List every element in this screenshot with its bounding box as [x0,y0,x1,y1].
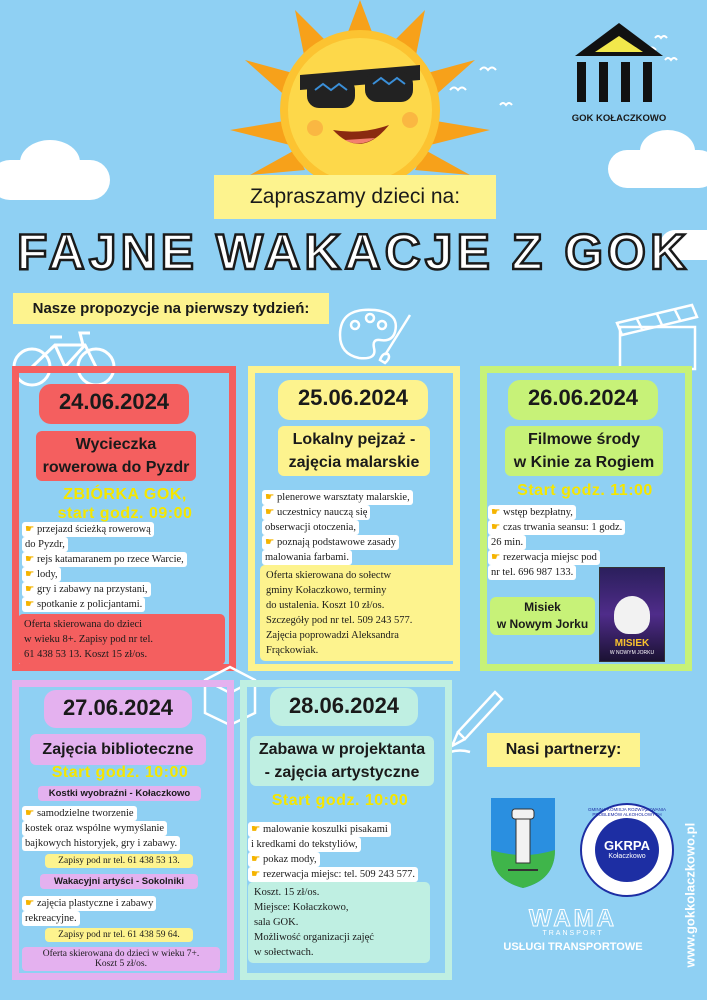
list-item: i kredkami do tekstyliów, [248,837,361,852]
list-item: ☛ spotkanie z policjantami. [22,597,145,612]
list-item: ☛ gry i zabawy na przystani, [22,582,151,597]
hand-pointer-icon: ☛ [491,552,504,563]
list-item: rekreacyjne. [22,911,80,926]
list-item: ☛ malowanie koszulki pisakami [248,822,391,837]
info-line: w wieku 8+. Zapisy pod nr tel. [24,634,153,645]
list-item: bajkowych historyjek, gry i zabawy. [22,836,180,851]
day1-title [36,431,196,481]
info-line: Szczegóły pod nr tel. 509 243 577. [266,615,413,626]
day1-title-line2: rowerowa do Pyzdr [42,459,190,476]
list-item: kostek oraz wspólne wymyślanie [22,821,167,836]
wama-sub: USŁUGI TRANSPORTOWE [503,941,643,953]
list-item: obserwacji otoczenia, [262,520,359,535]
day2-date: 25.06.2024 [278,380,428,420]
partners-label: Nasi partnerzy: [487,733,640,767]
gkrpa-inner [595,818,659,882]
list-item: ☛ samodzielne tworzenie [22,806,137,821]
list-item: ☛ plenerowe warsztaty malarskie, [262,490,413,505]
day4-title: Zajęcia biblioteczne [30,734,206,765]
hand-pointer-icon: ☛ [25,569,38,580]
hand-pointer-icon: ☛ [491,522,504,533]
hand-pointer-icon: ☛ [25,524,38,535]
day3-movie-line2: w Nowym Jorku [496,617,589,631]
wama-logo [498,905,648,965]
day1-date: 24.06.2024 [39,384,189,424]
info-line: Oferta skierowana do dzieci w wieku 7+. [42,949,200,959]
day3-movie-line1: Misiek [524,600,561,614]
wama-text: WAMA [529,905,617,932]
info-line: Koszt 5 zł/os. [95,959,147,969]
info-line: Koszt. 15 zł/os. [254,887,320,898]
day1-title-line1: Wycieczka [75,436,157,453]
day5-title-line2: - zajęcia artystyczne [264,764,420,781]
list-item: do Pyzdr, [22,537,68,552]
day2-info [260,565,458,661]
list-item: ☛ czas trwania seansu: 1 godz. [488,520,625,535]
hand-pointer-icon: ☛ [25,554,38,565]
list-item: ☛ rejs katamaranem po rzece Warcie, [22,552,187,567]
day4-list2 [22,896,222,926]
info-line: 61 438 53 13. Koszt 15 zł/os. [24,649,148,660]
list-item: ☛ przejazd ścieżką rowerową [22,522,154,537]
day3-title-line1: Filmowe środy [527,431,641,448]
day4-list1 [22,806,232,851]
day1-info [18,614,225,665]
gkrpa-ring-text: GMINNA KOMISJA ROZWIĄZYWANIA PROBLEMÓW ALKOHOLOWYCH [587,807,667,817]
website-link[interactable]: www.gokkolaczkowo.pl [682,822,698,968]
gkrpa-text: GKRPA [604,838,650,853]
poster-title: MISIEK [614,638,650,649]
list-item: ☛ uczestnicy nauczą się [262,505,370,520]
day1-start-line2: start godz. 09:00 [57,505,193,522]
day5-title-line1: Zabawa w projektanta [258,741,426,758]
sun-with-sunglasses-icon [215,0,505,180]
info-line: gminy Kołaczkowo, terminy [266,585,387,596]
info-line: Oferta skierowana do sołectw [266,570,392,581]
paint-palette-icon [330,300,415,370]
day4-group1: Kostki wyobraźni - Kołaczkowo [38,786,201,801]
info-line: Zajęcia poprowadzi Aleksandra [266,630,399,641]
list-item: ☛ poznają podstawowe zasady [262,535,399,550]
day3-title [505,426,663,476]
gok-logo-text: GOK KOŁACZKOWO [571,113,667,124]
list-item: ☛ lody, [22,567,61,582]
day3-movie [490,597,595,635]
info-line: Frąckowiak. [266,645,319,656]
movie-poster [599,567,665,662]
day5-date: 28.06.2024 [270,688,418,726]
gkrpa-sub: Kołaczkowo [608,853,646,860]
intro-banner: Zapraszamy dzieci na: [214,175,496,219]
hand-pointer-icon: ☛ [25,599,38,610]
day2-title-line1: Lokalny pejzaż - [292,431,416,448]
list-item: ☛ rezerwacja miejsc: tel. 509 243 577. [248,867,418,882]
day4-info [22,947,220,971]
hand-pointer-icon: ☛ [25,584,38,595]
day1-start [30,485,220,523]
list-item: nr tel. 696 987 133. [488,565,576,580]
info-line: do ustalenia. Koszt 10 zł/os. [266,600,385,611]
poster-subtitle: W NOWYM JORKU [609,650,655,656]
day4-start: Start godz. 10:00 [51,764,189,781]
hand-pointer-icon: ☛ [251,824,264,835]
day1-list [22,522,227,612]
day4-phone1: Zapisy pod nr tel. 61 438 53 13. [45,854,193,868]
day3-title-line2: w Kinie za Rogiem [513,454,655,471]
hand-pointer-icon: ☛ [265,507,278,518]
day2-list [262,490,457,565]
day3-date: 26.06.2024 [508,380,658,420]
day2-title [278,426,430,476]
hand-pointer-icon: ☛ [25,808,38,819]
day5-list [248,822,448,882]
info-line: Oferta skierowana do dzieci [24,619,143,630]
hand-pointer-icon: ☛ [25,898,38,909]
info-line: w sołectwach. [254,947,314,958]
day5-start: Start godz. 10:00 [271,792,409,809]
list-item: ☛ zajęcia plastyczne i zabawy [22,896,156,911]
list-item: ☛ pokaz mody, [248,852,320,867]
info-line: Możliwość organizacji zajęć [254,932,374,943]
headline: FAJNE WAKACJE Z GOK [16,224,691,280]
day4-date: 27.06.2024 [44,690,192,728]
day4-phone2: Zapisy pod nr tel. 61 438 59 64. [45,928,193,942]
poster-bear [614,596,650,634]
gok-logo [563,18,675,128]
hand-pointer-icon: ☛ [251,854,264,865]
list-item: malowania farbami. [262,550,352,565]
list-item: ☛ wstęp bezpłatny, [488,505,576,520]
day5-title [250,736,434,786]
hand-pointer-icon: ☛ [265,537,278,548]
list-item: ☛ rezerwacja miejsc pod [488,550,600,565]
gkrpa-logo [580,803,674,897]
subheading: Nasze propozycje na pierwszy tydzień: [13,293,329,324]
info-line: Miejsce: Kołaczkowo, [254,902,349,913]
hand-pointer-icon: ☛ [251,869,264,880]
cloud-left-puff [20,140,80,185]
hand-pointer-icon: ☛ [265,492,278,503]
day2-title-line2: zajęcia malarskie [288,454,420,471]
day3-start: Start godz. 11:00 [517,482,653,499]
day4-group2: Wakacyjni artyści - Sokolniki [40,874,198,889]
info-line: sala GOK. [254,917,299,928]
day1-start-line1: ZBIÓRKA GOK, [63,486,187,503]
hand-pointer-icon: ☛ [491,507,504,518]
building-icon [563,18,675,106]
clapperboard-icon [612,295,702,375]
municipality-coat-of-arms-icon [488,795,558,890]
list-item: 26 min. [488,535,526,550]
wama-small: TRANSPORT [542,930,604,937]
day5-info [248,882,430,963]
